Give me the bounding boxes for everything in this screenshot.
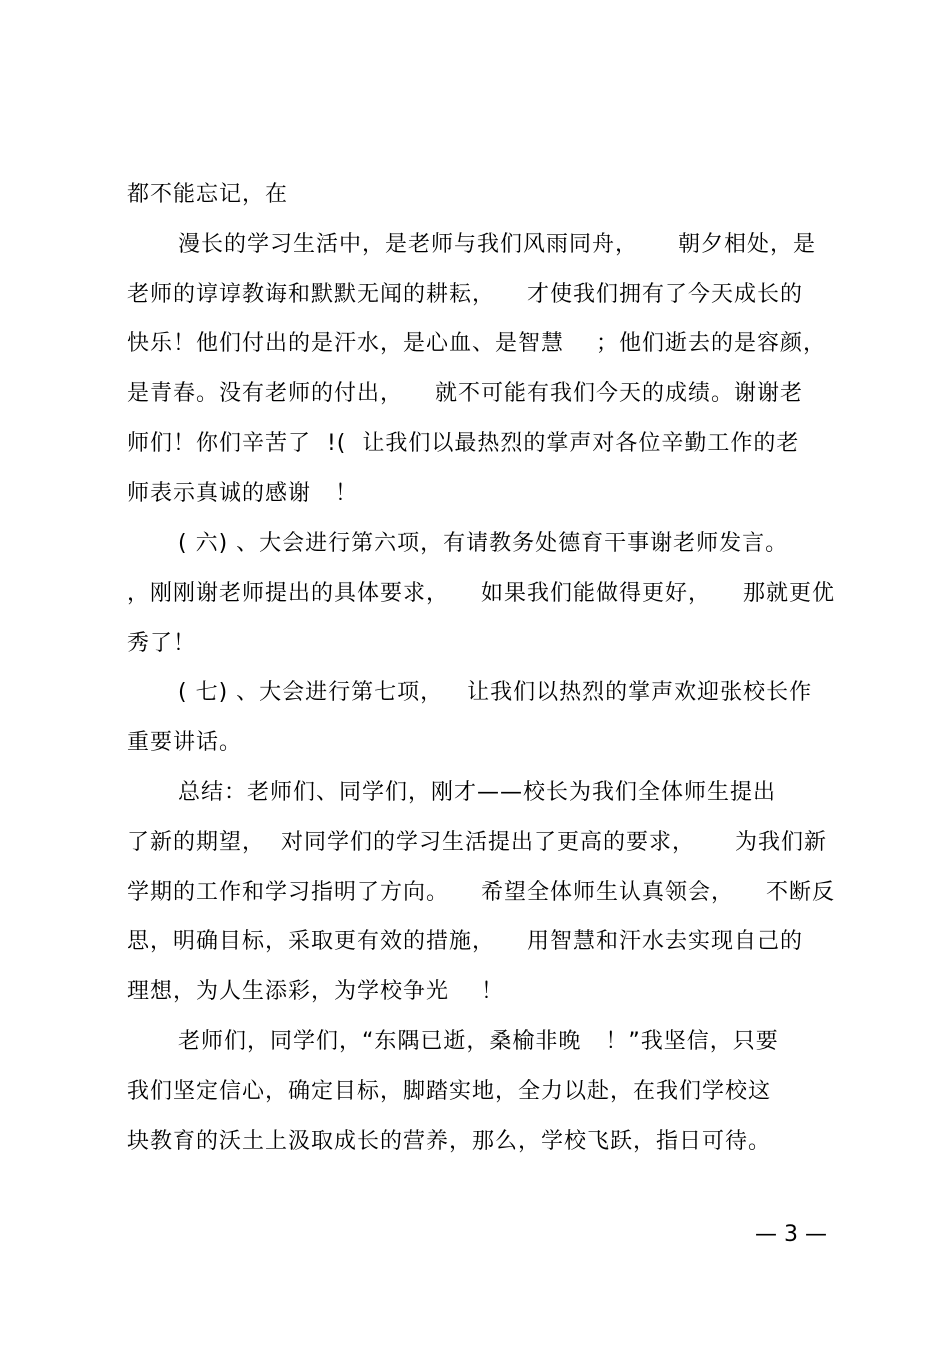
text-line: 我们坚定信心，确定目标，脚踏实地，全力以赴，在我们学校这 <box>127 1079 772 1104</box>
text-line: 快乐！他们付出的是汗水，是心血、是智慧 ；他们逝去的是容颜， <box>127 331 826 356</box>
text-line: 理想，为人生添彩，为学校争光 ！ <box>127 979 504 1004</box>
text-line: 漫长的学习生活中，是老师与我们风雨同舟， 朝夕相处，是 <box>178 232 816 257</box>
text-line: 师们！你们辛苦了 !( 让我们以最热烈的掌声对各位辛勤工作的老 <box>127 431 800 456</box>
text-line: 总结：老师们、同学们，刚才——校长为我们全体师生提出 <box>178 780 777 805</box>
text-line: 老师们，同学们，“东隅已逝，桑榆非晚 ！”我坚信，只要 <box>178 1029 779 1054</box>
text-line: 块教育的沃土上汲取成长的营养，那么，学校飞跃，指日可待。 <box>127 1129 772 1154</box>
text-line: ，刚刚谢老师提出的具体要求， 如果我们能做得更好， 那就更优 <box>127 581 835 606</box>
text-line: 秀了！ <box>127 631 197 656</box>
text-line: 学期的工作和学习指明了方向。 希望全体师生认真领会， 不断反 <box>127 880 835 905</box>
text-line: 都不能忘记，在 <box>127 182 289 207</box>
text-line: 重要讲话。 <box>127 730 243 755</box>
text-line: 是青春。没有老师的付出， 就不可能有我们今天的成绩。谢谢老 <box>127 381 803 406</box>
text-line: ( 六) 、大会进行第六项，有请教务处德育干事谢老师发言。 <box>178 531 789 556</box>
text-line: 思，明确目标，采取更有效的措施， 用智慧和汗水去实现自己的 <box>127 929 803 954</box>
page-number: — 3 — <box>755 1222 827 1247</box>
text-line: ( 七) 、大会进行第七项， 让我们以热烈的掌声欢迎张校长作 <box>178 680 813 705</box>
text-line: 老师的谆谆教诲和默默无闻的耕耘， 才使我们拥有了今天成长的 <box>127 282 803 307</box>
text-line: 师表示真诚的感谢 ！ <box>127 481 358 506</box>
text-line: 了新的期望， 对同学们的学习生活提出了更高的要求， 为我们新 <box>127 830 827 855</box>
